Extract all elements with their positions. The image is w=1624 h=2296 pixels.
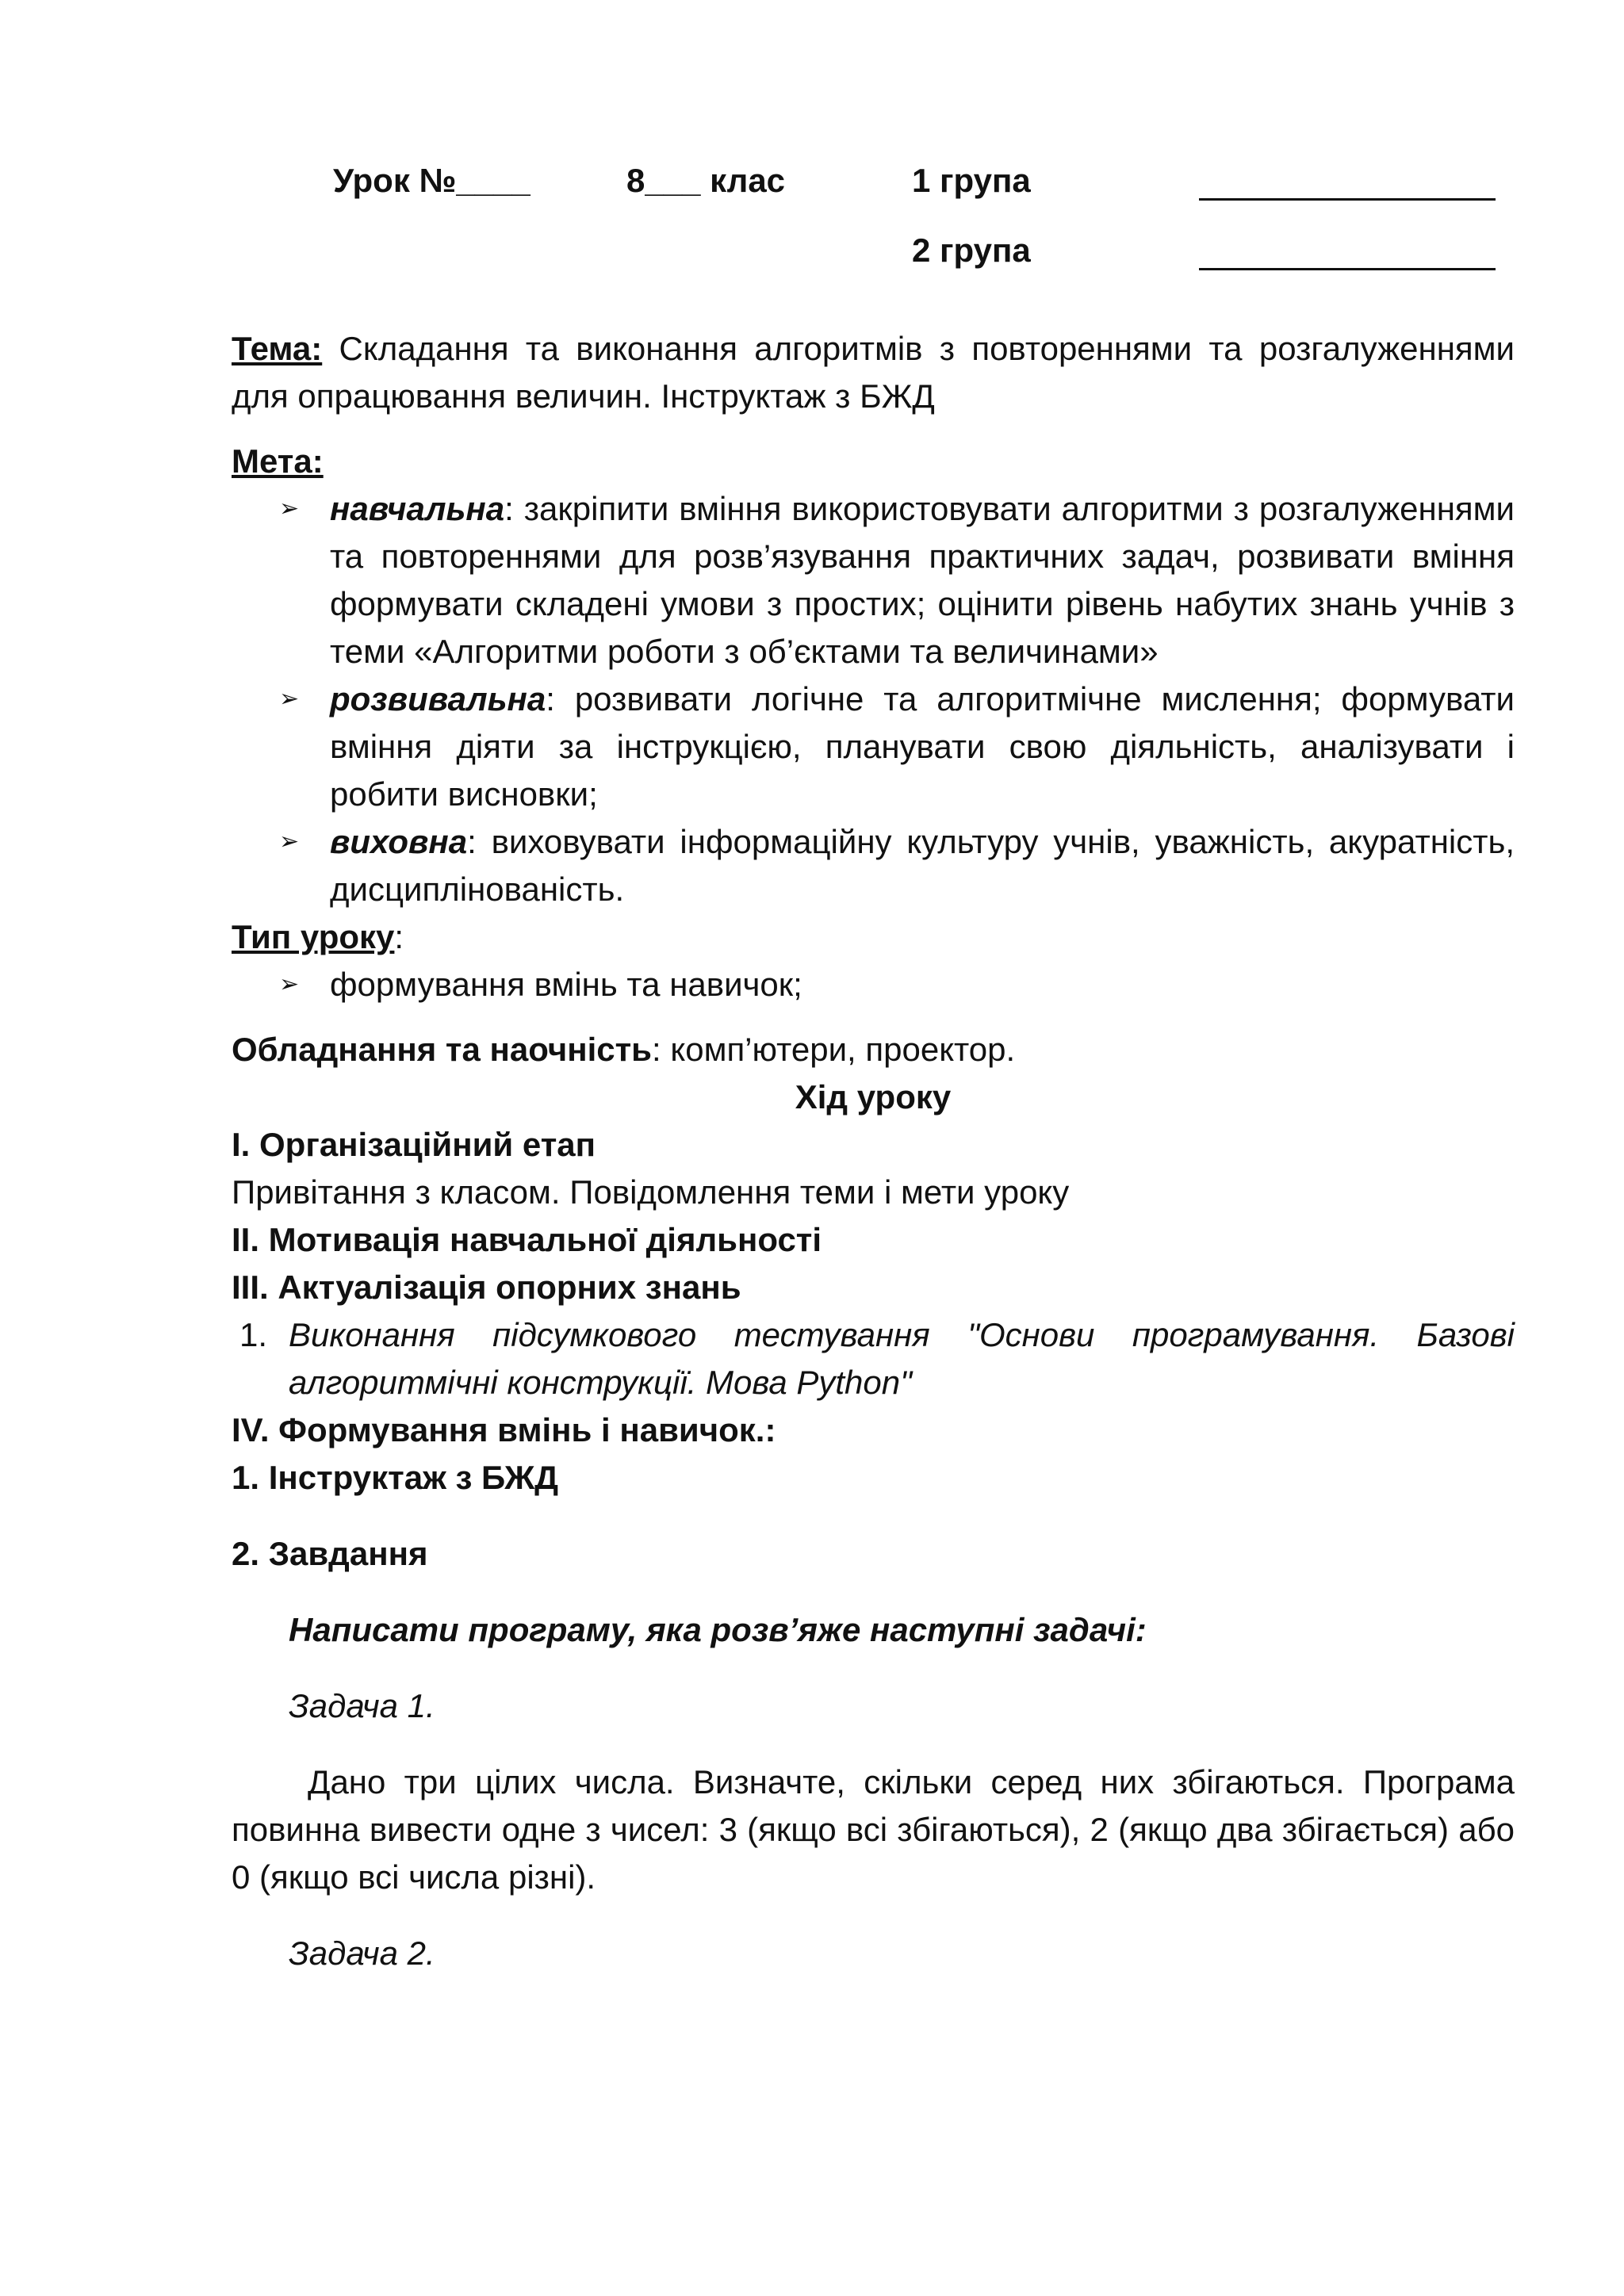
grade-label: 8___ клас [626, 162, 786, 199]
goal-text: виховувати інформаційну культуру учнів, уважність, акуратність, дисциплінованість. [330, 823, 1515, 908]
topic-text: Складання та виконання алгоритмів з повтореннями та розгалуженнями для опрацювання величин. Інструктаж з БЖД [232, 330, 1515, 415]
stage-3-item-text: Виконання підсумкового тестування "Основи програмування. Базові алгоритмічні конструкції. Мова Python" [289, 1316, 1515, 1401]
goal-label: Мета: [232, 442, 324, 480]
stage-1-text: Привітання з класом. Повідомлення теми і мети уроку [232, 1173, 1070, 1211]
stage-4-subsection-2: 2. Завдання [232, 1535, 428, 1572]
lesson-type-heading: Тип уроку: [232, 918, 404, 955]
group-2-label: 2 група [912, 232, 1031, 269]
lesson-type-text: формування вмінь та навичок; [330, 966, 802, 1003]
course-title: Хід уроку [795, 1078, 952, 1115]
goal-term: розвивальна [330, 680, 546, 718]
task-2-label: Задача 2. [289, 1934, 435, 1972]
topic-label: Тема: [232, 330, 323, 367]
equipment-paragraph: Обладнання та наочність: комп’ютери, проектор. [232, 1031, 1016, 1068]
group-2-blank [1199, 268, 1496, 270]
lesson-type-label: Тип уроку [232, 918, 395, 955]
arrowhead-bullet-icon: ➢ [279, 496, 300, 522]
stage-3-item [232, 1311, 1515, 1406]
group-1-label: 1 група [912, 162, 1031, 199]
task-1-text: Дано три цілих числа. Визначте, скільки серед них збігаються. Програма повинна вивести одне з чисел: 3 (якщо всі збігаються), 2 (якщо два збігається) або 0 (якщо всі числа різні). [232, 1763, 1515, 1896]
arrowhead-bullet-icon: ➢ [279, 828, 300, 855]
equipment-label: Обладнання та наочність [232, 1031, 653, 1068]
lesson-number-label: Урок №____ [333, 162, 530, 199]
topic-paragraph [232, 325, 1515, 420]
group-1-blank [1199, 198, 1496, 201]
goal-item: ➢ навчальна: закріпити вміння використовувати алгоритми з розгалуженнями та повтореннями для розв’язування практичних задач, розвивати вміння формувати складені умови з простих; оцінити рівень набутих знань учнів з теми «Алгоритми роботи з об’єктами та величинами» [232, 485, 1515, 675]
task-1-label: Задача 1. [289, 1687, 435, 1724]
stage-4-title: IV. Формування вмінь і навичок.: [232, 1411, 776, 1448]
stage-2-title: II. Мотивація навчальної діяльності [232, 1221, 822, 1258]
lesson-plan-body [232, 325, 1515, 1977]
stage-3-item-number: 1. [239, 1316, 268, 1353]
goal-text: розвивати логічне та алгоритмічне мислення; формувати вміння діяти за інструкцією, планувати свою діяльність, аналізувати і робити висновки; [330, 680, 1515, 813]
arrowhead-bullet-icon: ➢ [279, 686, 300, 712]
equipment-text: комп’ютери, проектор. [670, 1031, 1016, 1068]
task-intro: Написати програму, яка розв’яже наступні задачі: [289, 1611, 1147, 1648]
stage-3-title: III. Актуалізація опорних знань [232, 1269, 741, 1306]
stage-1-title: I. Організаційний етап [232, 1126, 596, 1163]
lesson-type-item [232, 961, 1515, 1008]
goal-text: закріпити вміння використовувати алгоритми з розгалуженнями та повтореннями для розв’язування практичних задач, розвивати вміння формувати складені умови з простих; оцінити рівень набутих знань учнів з теми «Алгоритми роботи з об’єктами та величинами» [330, 490, 1515, 670]
arrowhead-bullet-icon: ➢ [279, 971, 300, 997]
goal-item: ➢ виховна: виховувати інформаційну культуру учнів, уважність, акуратність, дисциплінованість. [232, 818, 1515, 913]
goal-term: навчальна [330, 490, 505, 527]
goal-item: ➢ розвивальна: розвивати логічне та алгоритмічне мислення; формувати вміння діяти за інструкцією, планувати свою діяльність, аналізувати і робити висновки; [232, 675, 1515, 818]
stage-4-subsection-1: 1. Інструктаж з БЖД [232, 1459, 559, 1496]
goal-term: виховна [330, 823, 468, 860]
